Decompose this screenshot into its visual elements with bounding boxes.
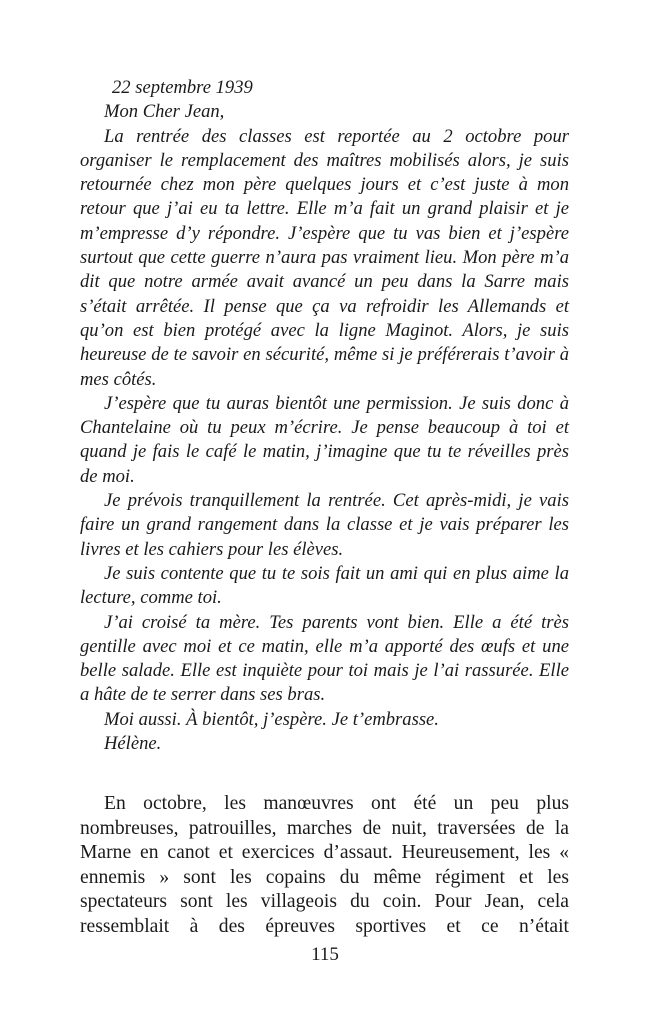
letter-closing: Moi aussi. À bientôt, j’espère. Je t’embrasse. [104,708,439,730]
letter [80,76,569,756]
letter-paragraph: J’espère que tu auras bientôt une permission. Je suis donc à Chantelaine où tu peux m’écrire. Je pense beaucoup à toi et quand je fais le café le matin, j’imagine que tu te réveilles près de moi. [80,392,569,487]
narrative [80,792,569,939]
book-page [80,76,569,939]
letter-signature: Hélène. [104,733,162,755]
letter-paragraph: Je prévois tranquillement la rentrée. Cet après-midi, je vais faire un grand rangement dans la classe et je vais préparer les livres et les cahiers pour les élèves. [80,490,569,560]
letter-date: 22 septembre 1939 [112,77,253,98]
page-number: 115 [311,944,339,965]
letter-paragraph: J’ai croisé ta mère. Tes parents vont bien. Elle a été très gentille avec moi et ce matin, elle m’a apporté des œufs et une belle salade. Elle est inquiète pour toi mais je l’ai rassurée. Elle a hâte de te serrer dans ses bras. [80,611,569,706]
narrative-paragraph: En octobre, les manœuvres ont été un peu plus nombreuses, patrouilles, marches de nuit, traversées de la Marne en canot et exercices d’assaut. Heureusement, les « ennemis » sont les copains du même régiment et les spectateurs sont les villageois du coin. Pour Jean, cela ressemblait à des épreuves sportives et ce n’était [80,793,569,937]
letter-paragraph: La rentrée des classes est reportée au 2 octobre pour organiser le remplacement des maîtres mobilisés alors, je suis retournée chez mon père quelques jours et c’est juste à mon retour que j’ai eu ta lettre. Elle m’a fait un grand plaisir et je m’empresse d’y répondre. J’espère que tu vas bien et j’espère surtout que cette guerre n’aura pas vraiment lieu. Mon père m’a dit que notre armée avait avancé un peu dans la Sarre mais s’était arrêtée. Il pense que ça va refroidir les Allemands et qu’on est bien protégé avec la ligne Maginot. Alors, je suis heureuse de te savoir en sécurité, même si je préférerais t’avoir à mes côtés. [80,125,569,390]
letter-salutation: Mon Cher Jean, [104,101,225,123]
letter-paragraph: Je suis contente que tu te sois fait un ami qui en plus aime la lecture, comme toi. [80,562,569,609]
